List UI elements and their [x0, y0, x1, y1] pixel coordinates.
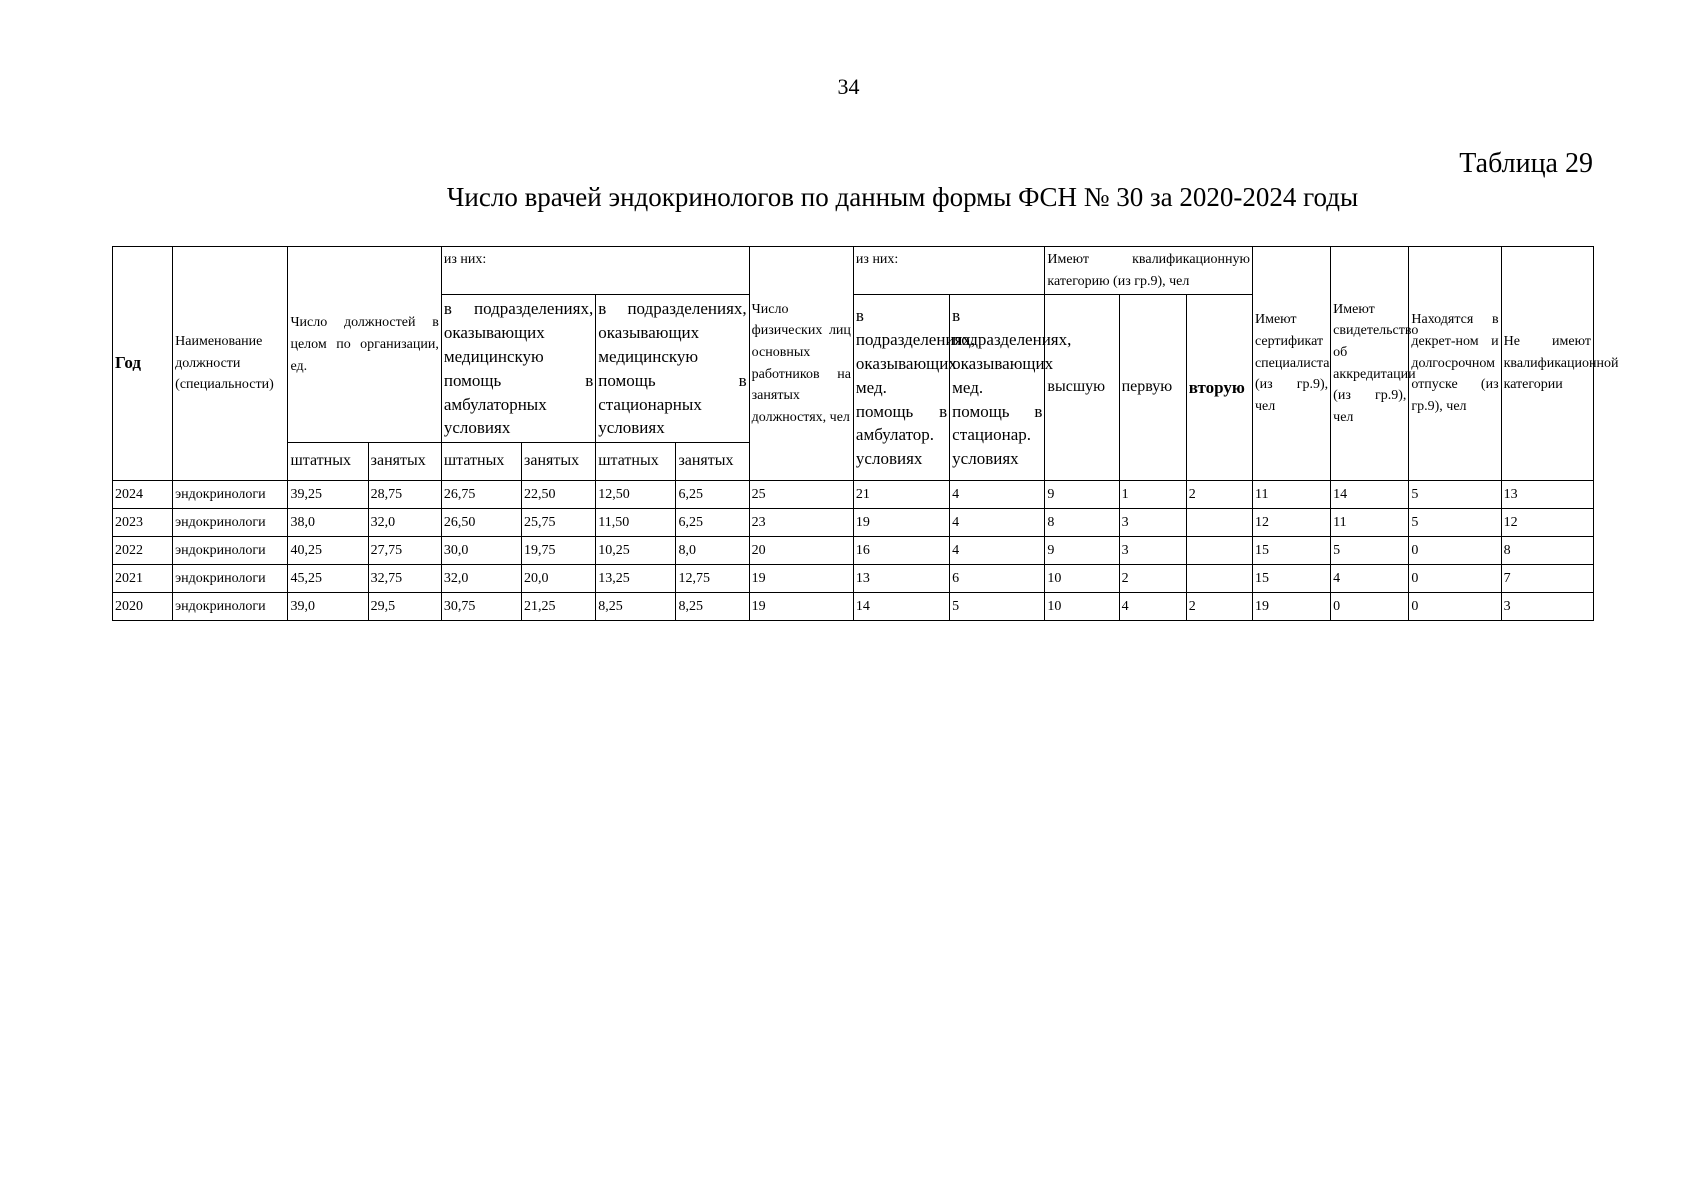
- cell-year: 2021: [113, 565, 173, 593]
- table-row: [113, 481, 1594, 509]
- header-position: Наименование должности (специальности): [173, 247, 288, 481]
- table-cell: 11: [1331, 509, 1409, 537]
- header-no-category: Не имеют квалификационной категории: [1501, 247, 1593, 481]
- header-leave: Находятся в декрет-ном и долгосрочном отпуске (из гр.9), чел: [1409, 247, 1501, 481]
- table-cell: 21: [853, 481, 949, 509]
- table-cell: 8: [1045, 509, 1119, 537]
- table-cell: 9: [1045, 537, 1119, 565]
- table-cell: 13: [1501, 481, 1593, 509]
- header-first: первую: [1119, 295, 1186, 481]
- table-cell: 16: [853, 537, 949, 565]
- cell-year: 2023: [113, 509, 173, 537]
- table-cell: 12,75: [676, 565, 749, 593]
- table-cell: 0: [1409, 593, 1501, 621]
- table-cell: 8,0: [676, 537, 749, 565]
- header-of-them-2: из них:: [853, 247, 1045, 295]
- table-cell: 23: [749, 509, 853, 537]
- table-cell: 19: [749, 593, 853, 621]
- table-cell: [1186, 509, 1252, 537]
- table-cell: 26,75: [441, 481, 521, 509]
- table-cell: 4: [950, 537, 1045, 565]
- page-number: 34: [837, 74, 860, 99]
- table-title: Число врачей эндокринологов по данным формы ФСН № 30 за 2020-2024 годы: [446, 182, 1359, 212]
- header-amb-persons: в подразделениях, оказывающих мед. помощь в амбулатор. условиях: [853, 295, 949, 481]
- cell-year: 2024: [113, 481, 173, 509]
- table-row: [113, 509, 1594, 537]
- table-cell: 11,50: [596, 509, 676, 537]
- table-cell: 14: [1331, 481, 1409, 509]
- header-staff-2: штатных: [441, 443, 521, 481]
- table-cell: 30,0: [441, 537, 521, 565]
- table-cell: 13: [853, 565, 949, 593]
- table-cell: 39,0: [288, 593, 368, 621]
- table-cell: 2: [1119, 565, 1186, 593]
- table-cell: 12: [1501, 509, 1593, 537]
- table-cell: 12,50: [596, 481, 676, 509]
- table-cell: 6,25: [676, 509, 749, 537]
- header-ambulatory: в подразделениях, оказывающих медицинскую помощь в амбулаторных условиях: [441, 295, 595, 443]
- table-cell: 5: [1331, 537, 1409, 565]
- table-cell: 20,0: [522, 565, 596, 593]
- table-cell: 19: [749, 565, 853, 593]
- table-cell: 6: [950, 565, 1045, 593]
- table-cell: 10: [1045, 565, 1119, 593]
- table-cell: 25: [749, 481, 853, 509]
- table-cell: 11: [1252, 481, 1330, 509]
- table-cell: 20: [749, 537, 853, 565]
- endocrinologists-table: [112, 246, 1619, 621]
- cell-year: 2022: [113, 537, 173, 565]
- table-cell: 5: [1409, 481, 1501, 509]
- table-cell: 4: [1119, 593, 1186, 621]
- table-cell: 9: [1045, 481, 1119, 509]
- header-staff-1: штатных: [288, 443, 368, 481]
- table-cell: 1: [1119, 481, 1186, 509]
- table-cell: 28,75: [368, 481, 441, 509]
- table-cell: 6,25: [676, 481, 749, 509]
- table-cell: 39,25: [288, 481, 368, 509]
- table-cell: 21,25: [522, 593, 596, 621]
- header-of-them-1: из них:: [441, 247, 749, 295]
- table-cell: 27,75: [368, 537, 441, 565]
- header-qual-category: Имеют квалификационную категорию (из гр.9), чел: [1045, 247, 1253, 295]
- table-cell: 45,25: [288, 565, 368, 593]
- table-cell: 2: [1186, 481, 1252, 509]
- header-stationary: в подразделениях, оказывающих медицинскую помощь в стационарных условиях: [596, 295, 749, 443]
- table-cell: 26,50: [441, 509, 521, 537]
- table-cell: 25,75: [522, 509, 596, 537]
- cell-year: 2020: [113, 593, 173, 621]
- table-cell: 22,50: [522, 481, 596, 509]
- table-cell: 10: [1045, 593, 1119, 621]
- table-container: [112, 246, 1619, 621]
- table-cell: 10,25: [596, 537, 676, 565]
- cell-position: эндокринологи: [173, 509, 288, 537]
- header-year: Год: [113, 247, 173, 481]
- table-cell: 3: [1501, 593, 1593, 621]
- table-cell: 12: [1252, 509, 1330, 537]
- table-cell: 29,5: [368, 593, 441, 621]
- table-cell: 4: [1331, 565, 1409, 593]
- table-label: Таблица 29: [1459, 148, 1593, 179]
- cell-position: эндокринологи: [173, 593, 288, 621]
- table-row: [113, 537, 1594, 565]
- header-occupied-2: занятых: [522, 443, 596, 481]
- table-cell: 19: [853, 509, 949, 537]
- table-cell: 40,25: [288, 537, 368, 565]
- header-stat-persons: в подразделениях, оказывающих мед. помощь в стационар. условиях: [950, 295, 1045, 481]
- table-cell: 8,25: [596, 593, 676, 621]
- header-accreditation: Имеют свидетельство об аккредитации (из гр.9), чел: [1331, 247, 1409, 481]
- table-cell: 7: [1501, 565, 1593, 593]
- table-cell: 19: [1252, 593, 1330, 621]
- table-cell: 3: [1119, 509, 1186, 537]
- table-cell: 2: [1186, 593, 1252, 621]
- table-cell: 32,75: [368, 565, 441, 593]
- cell-position: эндокринологи: [173, 481, 288, 509]
- table-cell: 4: [950, 509, 1045, 537]
- table-cell: 0: [1409, 537, 1501, 565]
- header-staff-3: штатных: [596, 443, 676, 481]
- header-physical-persons: Число физических лиц основных работников на занятых должностях, чел: [749, 247, 853, 481]
- cell-position: эндокринологи: [173, 537, 288, 565]
- table-cell: 19,75: [522, 537, 596, 565]
- header-occupied-3: занятых: [676, 443, 749, 481]
- table-cell: 32,0: [368, 509, 441, 537]
- table-cell: 4: [950, 481, 1045, 509]
- header-occupied-1: занятых: [368, 443, 441, 481]
- table-cell: 15: [1252, 537, 1330, 565]
- table-row: [113, 593, 1594, 621]
- table-cell: 30,75: [441, 593, 521, 621]
- table-cell: 8: [1501, 537, 1593, 565]
- table-cell: 32,0: [441, 565, 521, 593]
- table-cell: 8,25: [676, 593, 749, 621]
- table-cell: 14: [853, 593, 949, 621]
- table-cell: 15: [1252, 565, 1330, 593]
- table-row: [113, 565, 1594, 593]
- header-positions-total: Число должностей в целом по организации, ед.: [288, 247, 441, 443]
- header-highest: высшую: [1045, 295, 1119, 481]
- table-cell: 5: [950, 593, 1045, 621]
- table-cell: 13,25: [596, 565, 676, 593]
- header-certificate: Имеют сертификат специалиста (из гр.9), чел: [1252, 247, 1330, 481]
- header-second: вторую: [1186, 295, 1252, 481]
- table-cell: [1186, 537, 1252, 565]
- table-cell: [1186, 565, 1252, 593]
- table-cell: 3: [1119, 537, 1186, 565]
- table-cell: 38,0: [288, 509, 368, 537]
- table-cell: 0: [1331, 593, 1409, 621]
- cell-position: эндокринологи: [173, 565, 288, 593]
- table-cell: 5: [1409, 509, 1501, 537]
- table-cell: 0: [1409, 565, 1501, 593]
